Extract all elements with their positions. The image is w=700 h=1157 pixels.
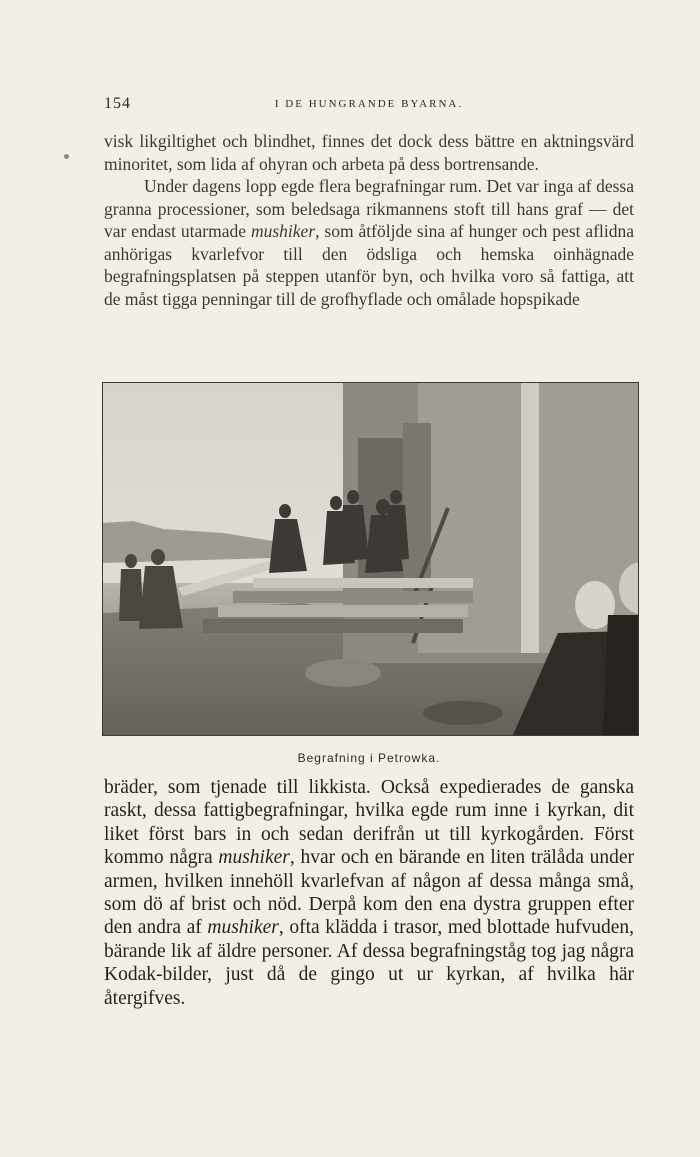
rock-2 [423, 701, 503, 725]
paragraph-continuation: visk likgiltighet och blindhet, finnes det dock dess bättre en aktningsvärd minoritet, som lida af ohyran och arbeta på dess bortrensande. [104, 131, 634, 174]
bottom-paragraph [104, 776, 634, 1010]
paragraph-two-text: Under dagens lopp egde flera begrafningar rum. Det var inga af dessa granna processioner, som beledsaga rikmannens stoft till hans graf — det var endast utarmade [104, 176, 634, 241]
page-number: 154 [104, 95, 131, 112]
top-paragraph [104, 130, 634, 310]
running-title: I DE HUNGRANDE BYARNA. [274, 98, 464, 110]
margin-dot [64, 154, 69, 159]
bottom-text-1: bräder, som tjenade till likkista. Också expedierades de ganska raskt, dessa fattigbegrafningar, hvilka egde rum inne i kyrkan, dit liket först bars in och sedan derifrån ut till kyrkogården. Först kommo några [104, 777, 634, 869]
photo-funeral-petrowka [102, 382, 639, 736]
photo-illustration [103, 383, 638, 735]
running-header [104, 95, 634, 115]
pillar-highlight [521, 383, 539, 653]
italic-word-1: mushiker [218, 847, 290, 869]
italic-word-2: mushiker [207, 917, 279, 939]
paragraph-two-text-end: , som åtföljde sina af hunger och pest aflidna anhörigas kvarlefvor till den ödsliga och hemska oinhägnade begrafningsplatsen på steppen utanför byn, och hvilka voro så fattiga, att de måst tigga penningar till de grofhyflade och omålade hopspikade [104, 221, 635, 309]
bottom-text-3: , ofta klädda i trasor, med blottade hufvuden, bärande lik af äldre personer. Af dessa begrafningståg tog jag några Kodak-bilder, just då de gingo ut ur kyrkan, af hvilka här återgifves. [104, 917, 634, 1009]
paragraph-two [104, 175, 634, 310]
bottom-text-2: , hvar och en bärande en liten trälåda under armen, hvilken innehöll kvarlefvan af någon af dessa många små, som dö af brist och nöd. Derpå kom den ena dystra gruppen efter den andra af [104, 847, 634, 939]
rock [305, 659, 381, 687]
figure-caption: Begrafning i Petrowka. [297, 751, 441, 765]
italic-word: mushiker [250, 221, 316, 241]
